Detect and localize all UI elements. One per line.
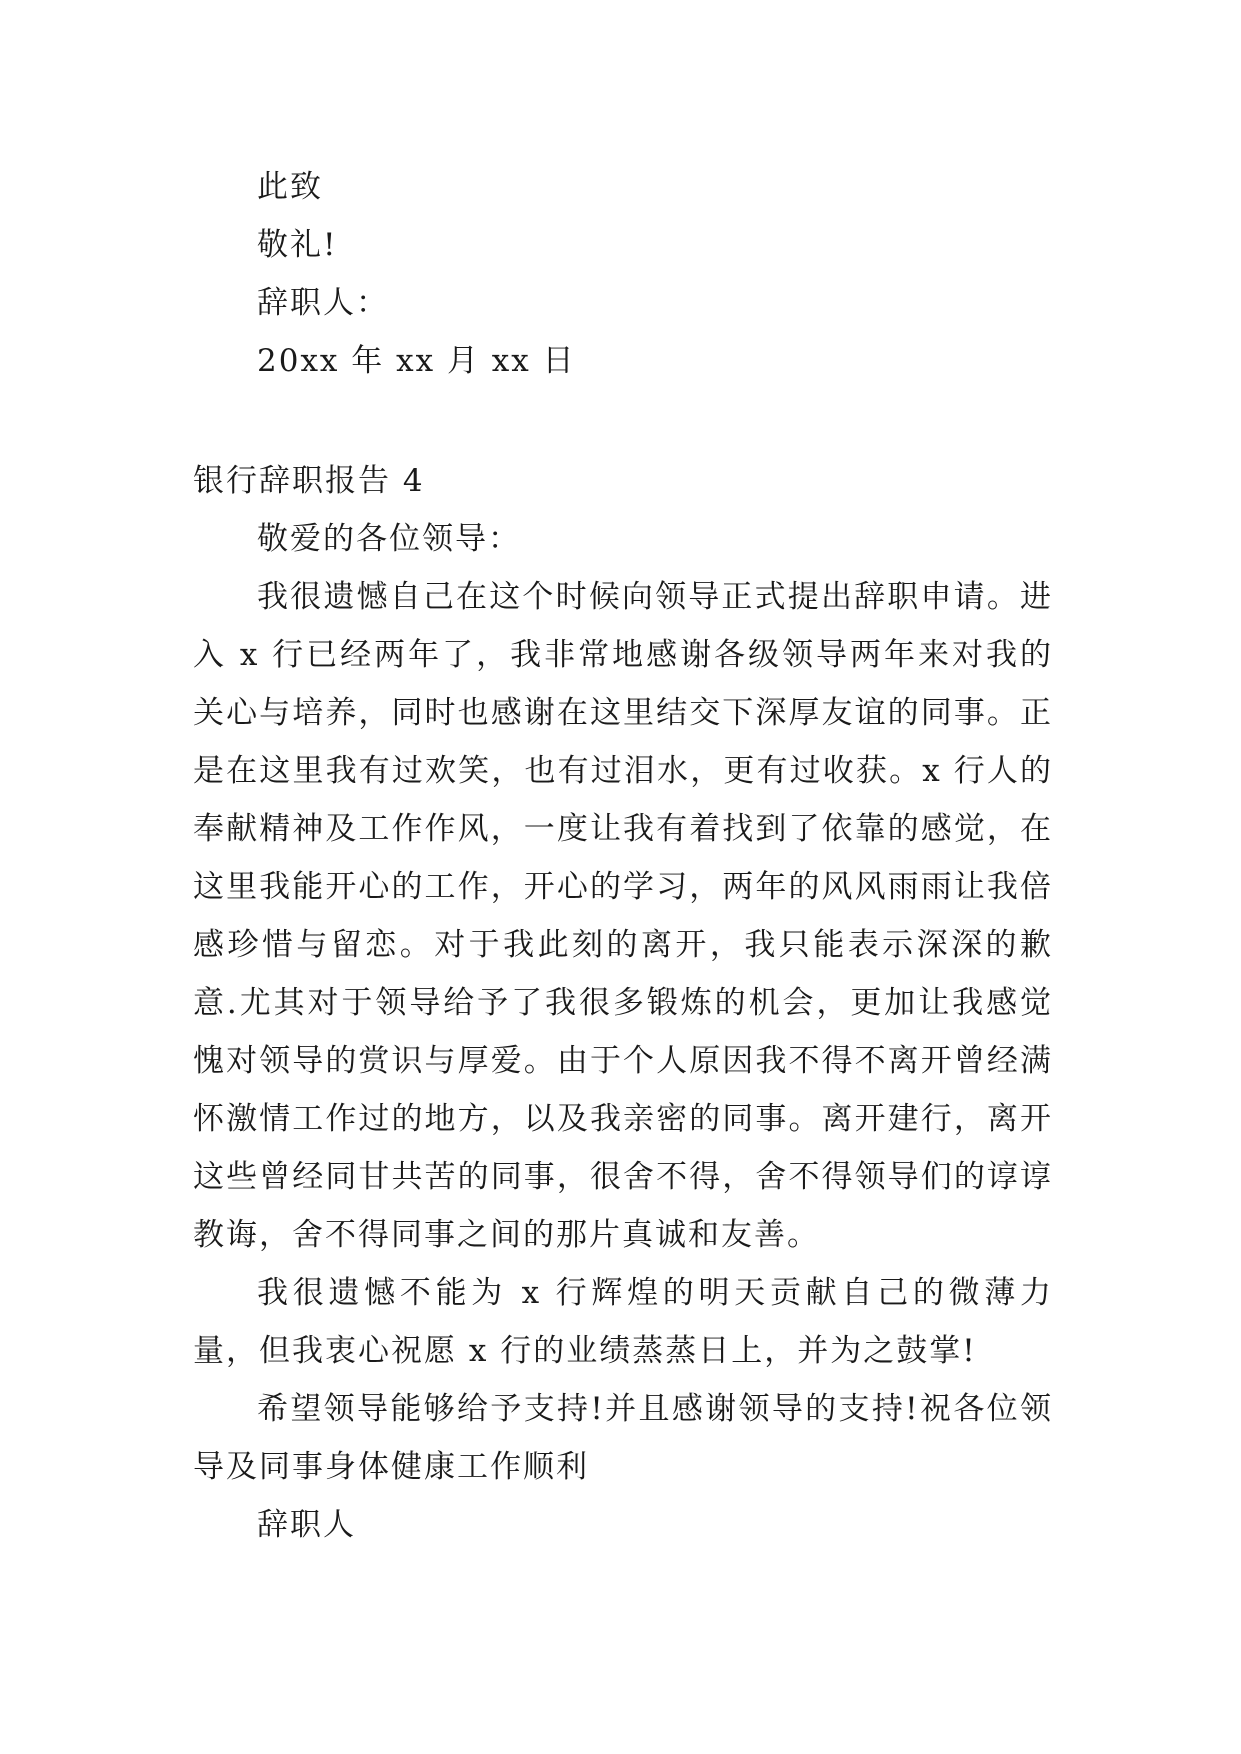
report-paragraph: 我很遗憾不能为 x 行辉煌的明天贡献自己的微薄力量，但我衷心祝愿 x 行的业绩蒸蒸日上，并为之鼓掌!: [193, 1275, 1053, 1369]
closing-regards: 敬礼!: [257, 227, 338, 263]
signature-label: 辞职人：: [257, 285, 389, 321]
signature-date: 20xx 年 xx 月 xx 日: [257, 343, 576, 379]
closing-salutation: 此致: [257, 169, 323, 205]
report-title: 银行辞职报告 4: [193, 463, 425, 499]
resignation-report: [193, 452, 1053, 1554]
report-greeting: 敬爱的各位领导：: [257, 521, 521, 557]
letter-closing: [193, 158, 1053, 390]
report-paragraph: 希望领导能够给予支持!并且感谢领导的支持!祝各位领导及同事身体健康工作顺利: [193, 1391, 1053, 1485]
report-signature: 辞职人: [257, 1507, 356, 1543]
report-paragraph: 我很遗憾自己在这个时候向领导正式提出辞职申请。进入 x 行已经两年了，我非常地感谢各级领导两年来对我的关心与培养，同时也感谢在这里结交下深厚友谊的同事。正是在这里我有过欢笑，也有过泪水，更有过收获。x 行人的奉献精神及工作作风，一度让我有着找到了依靠的感觉，在这里我能开心的工作，开心的学习，两年的风风雨雨让我倍感珍惜与留恋。对于我此刻的离开，我只能表示深深的歉意.尤其对于领导给予了我很多锻炼的机会，更加让我感觉愧对领导的赏识与厚爱。由于个人原因我不得不离开曾经满怀激情工作过的地方，以及我亲密的同事。离开建行，离开这些曾经同甘共苦的同事，很舍不得，舍不得领导们的谆谆教诲，舍不得同事之间的那片真诚和友善。: [193, 579, 1053, 1253]
